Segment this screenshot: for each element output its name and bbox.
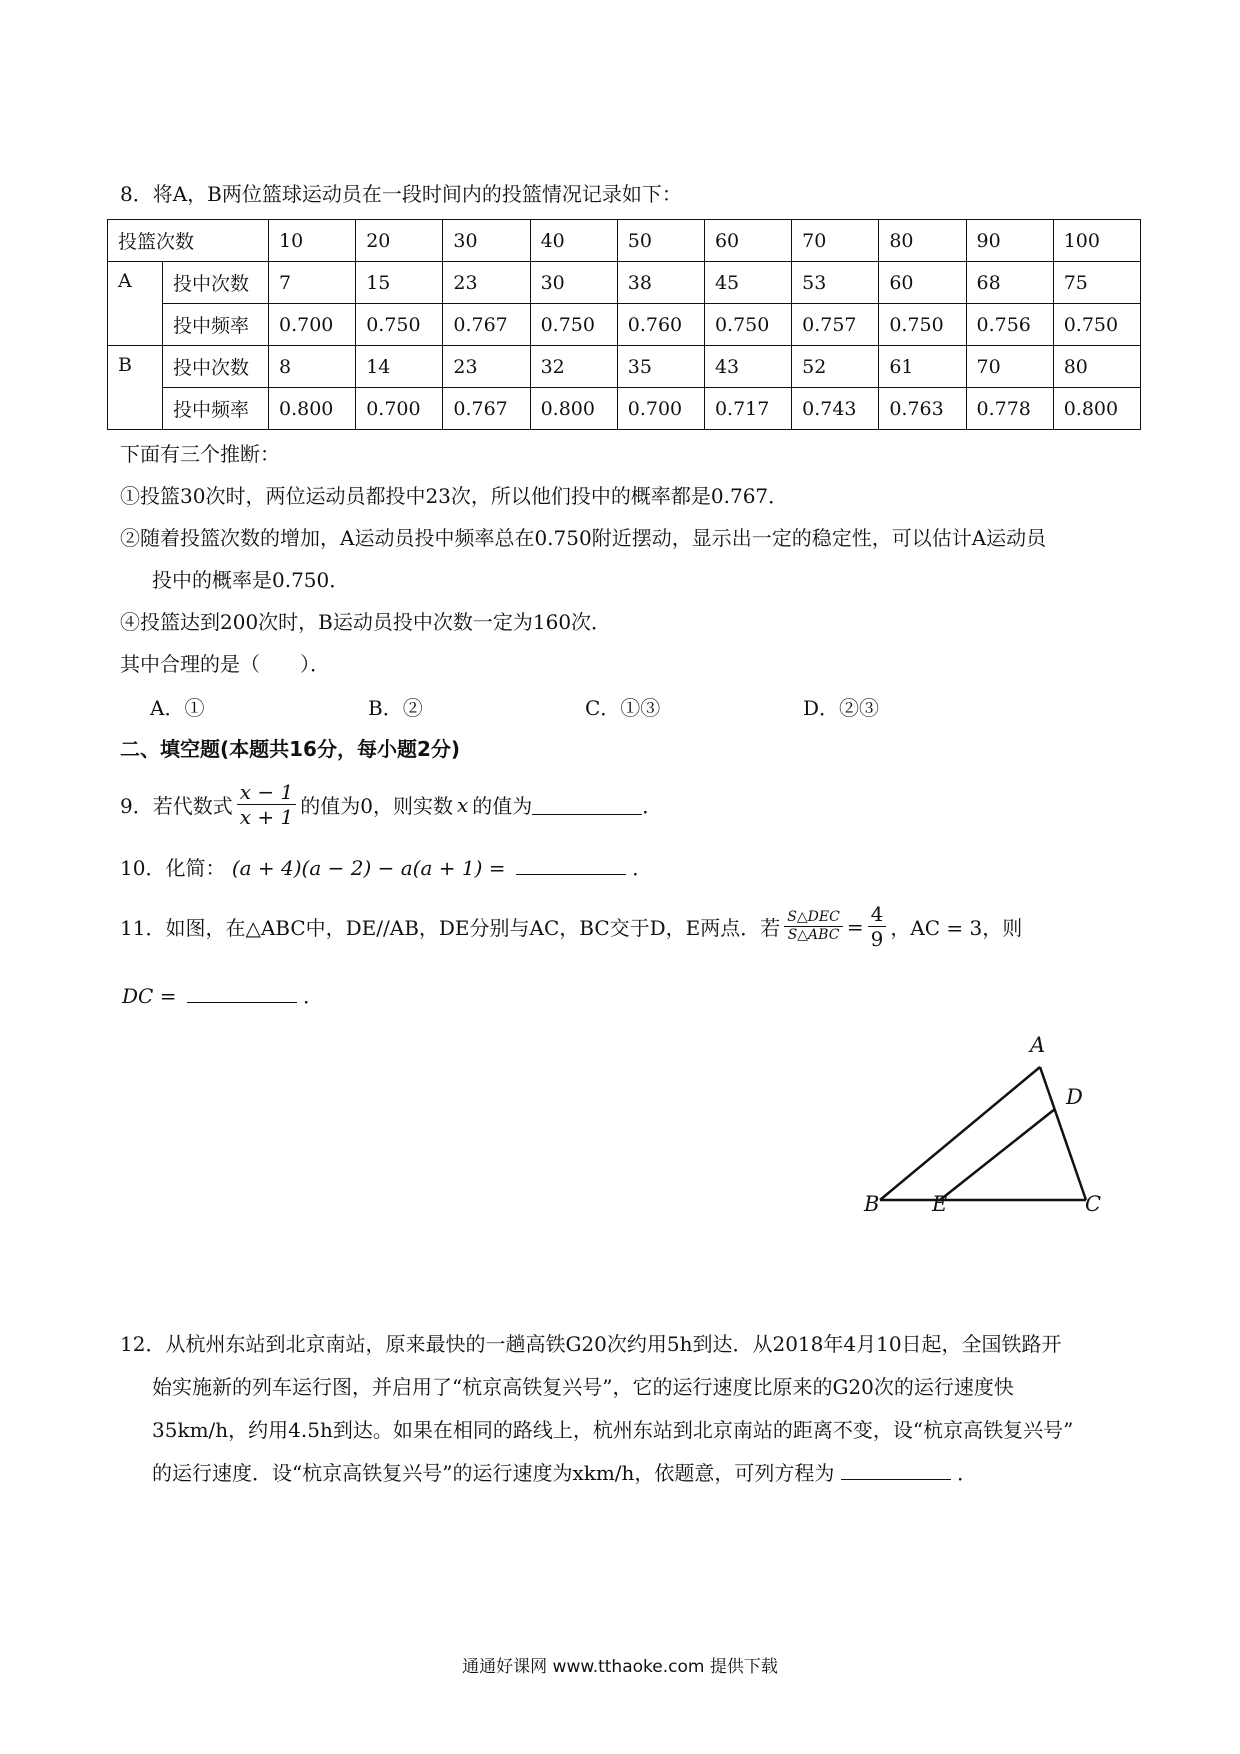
freq-cell: 0.750: [1053, 304, 1140, 346]
freq-cell: 0.763: [879, 388, 966, 430]
q10: [120, 852, 652, 881]
q9: [120, 780, 662, 829]
table-row: [108, 388, 1141, 430]
q11-area-denominator: S△ABC: [787, 927, 840, 943]
freq-cell: 0.760: [617, 304, 704, 346]
q9-var: x: [456, 792, 469, 817]
hits-cell: 8: [269, 346, 356, 388]
choice-a: A．①: [150, 696, 205, 720]
q9-denominator: x + 1: [239, 805, 294, 829]
attempt-cell: 20: [356, 220, 443, 262]
hits-cell: 30: [530, 262, 617, 304]
freq-cell: 0.778: [966, 388, 1053, 430]
q11-pre: 11．如图，在△ABC中，DE//AB，DE分别与AC，BC交于D，E两点．若: [120, 916, 781, 940]
triangle-figure: [850, 1030, 1150, 1230]
footer-note: 通通好课网 www.tthaoke.com 提供下载: [462, 1657, 778, 1677]
q11-end: ．: [303, 984, 324, 1008]
hits-cell: 14: [356, 346, 443, 388]
attempt-cell: 40: [530, 220, 617, 262]
choice-b: B．②: [368, 696, 423, 720]
q12-line1: 12．从杭州东站到北京南站，原来最快的一趟高铁G20次约用5h到达．从2018年4月10日起，全国铁路开: [120, 1332, 1062, 1356]
q8-statement-1: ①投篮30次时，两位运动员都投中23次，所以他们投中的概率都是0.767．: [120, 484, 789, 508]
hits-label-cell: 投中次数: [163, 262, 269, 304]
q10-end: ．: [632, 856, 653, 880]
freq-cell: 0.767: [443, 304, 530, 346]
q11-eq: =: [846, 914, 864, 939]
section-title: 二、填空题(本题共16分，每小题2分): [120, 737, 461, 761]
q10-expr: (a + 4)(a − 2) − a(a + 1) =: [231, 856, 506, 880]
hits-cell: 61: [879, 346, 966, 388]
q9-fraction: [237, 780, 296, 829]
freq-cell: 0.800: [269, 388, 356, 430]
hits-cell: 68: [966, 262, 1053, 304]
q9-numerator: x − 1: [237, 780, 296, 805]
hits-cell: 53: [792, 262, 879, 304]
freq-cell: 0.750: [879, 304, 966, 346]
freq-cell: 0.717: [704, 388, 791, 430]
header-label-cell: 投篮次数: [108, 220, 269, 262]
hits-cell: 35: [617, 346, 704, 388]
q12-answer-blank: [841, 1459, 951, 1480]
q8-statement-2b: 投中的概率是0.750．: [152, 568, 350, 592]
label-e: E: [932, 1192, 948, 1216]
q10-pre: 10．化简：: [120, 856, 226, 880]
freq-cell: 0.700: [269, 304, 356, 346]
hits-cell: 60: [879, 262, 966, 304]
q9-answer-blank: [532, 794, 642, 815]
side-ab: [880, 1067, 1040, 1200]
q11-area-fraction: [784, 909, 843, 944]
q11-ratio-numerator: 4: [868, 902, 887, 927]
freq-label-cell: 投中频率: [163, 388, 269, 430]
hits-cell: 52: [792, 346, 879, 388]
hits-label-cell: 投中次数: [163, 346, 269, 388]
attempt-cell: 50: [617, 220, 704, 262]
q9-pre: 9．若代数式: [120, 794, 233, 818]
freq-cell: 0.756: [966, 304, 1053, 346]
hits-cell: 23: [443, 262, 530, 304]
player-a-cell: A: [108, 262, 163, 346]
attempt-cell: 70: [792, 220, 879, 262]
hits-cell: 45: [704, 262, 791, 304]
freq-cell: 0.757: [792, 304, 879, 346]
label-a: A: [1030, 1033, 1046, 1057]
hits-cell: 32: [530, 346, 617, 388]
freq-cell: 0.700: [356, 388, 443, 430]
label-c: C: [1085, 1192, 1102, 1216]
q12-line4-text: 的运行速度．设“杭京高铁复兴号”的运行速度为xkm/h，依题意，可列方程为: [152, 1461, 835, 1485]
table-row: [108, 220, 1141, 262]
choice-d: D．②③: [803, 696, 880, 720]
q9-end: ．: [642, 794, 663, 818]
table-row: [108, 262, 1141, 304]
q11-ratio-fraction: [868, 902, 887, 951]
q8-statement-2a: ②随着投篮次数的增加，A运动员投中频率总在0.750附近摆动，显示出一定的稳定性，可以估计A运动员: [120, 526, 1047, 550]
q9-mid: 的值为0，则实数: [300, 794, 453, 818]
q12-end: ．: [957, 1461, 978, 1485]
q11-post: ，AC = 3，则: [890, 916, 1023, 940]
hits-cell: 7: [269, 262, 356, 304]
freq-label-cell: 投中频率: [163, 304, 269, 346]
freq-cell: 0.750: [356, 304, 443, 346]
q10-answer-blank: [516, 854, 626, 875]
attempt-cell: 60: [704, 220, 791, 262]
hits-cell: 75: [1053, 262, 1140, 304]
q8-statement-3: ④投篮达到200次时，B运动员投中次数一定为160次．: [120, 610, 612, 634]
player-b-cell: B: [108, 346, 163, 430]
label-b: B: [864, 1192, 880, 1216]
q8-intro: 下面有三个推断：: [120, 442, 280, 466]
freq-cell: 0.743: [792, 388, 879, 430]
hits-cell: 70: [966, 346, 1053, 388]
shot-record-table: [107, 219, 1141, 430]
q9-post: 的值为: [472, 794, 533, 818]
q12-line3: 35km/h，约用4.5h到达。如果在相同的路线上，杭州东站到北京南站的距离不变，设“杭京高铁复兴号”: [152, 1418, 1074, 1442]
q11-dc: DC =: [122, 984, 177, 1008]
q11-line1: [120, 902, 1022, 951]
label-d: D: [1066, 1085, 1083, 1109]
attempt-cell: 30: [443, 220, 530, 262]
freq-cell: 0.800: [530, 388, 617, 430]
hits-cell: 38: [617, 262, 704, 304]
freq-cell: 0.700: [617, 388, 704, 430]
hits-cell: 23: [443, 346, 530, 388]
freq-cell: 0.767: [443, 388, 530, 430]
table-row: [108, 346, 1141, 388]
hits-cell: 43: [704, 346, 791, 388]
hits-cell: 80: [1053, 346, 1140, 388]
attempt-cell: 100: [1053, 220, 1140, 262]
q8-ask: 其中合理的是（ ）．: [120, 652, 330, 676]
q11-line2: [122, 980, 323, 1009]
freq-cell: 0.750: [530, 304, 617, 346]
freq-cell: 0.750: [704, 304, 791, 346]
q12-line2: 始实施新的列车运行图，并启用了“杭京高铁复兴号”，它的运行速度比原来的G20次的运行速度快: [152, 1375, 1014, 1399]
q11-ratio-denominator: 9: [870, 927, 884, 951]
q11-answer-blank: [187, 982, 297, 1003]
attempt-cell: 90: [966, 220, 1053, 262]
q11-area-numerator: S△DEC: [784, 909, 843, 927]
q12-line4: [152, 1459, 977, 1487]
q8-stem: 8．将A，B两位篮球运动员在一段时间内的投篮情况记录如下：: [120, 182, 682, 206]
hits-cell: 15: [356, 262, 443, 304]
attempt-cell: 10: [269, 220, 356, 262]
segment-de: [940, 1109, 1055, 1200]
table-row: [108, 304, 1141, 346]
freq-cell: 0.800: [1053, 388, 1140, 430]
attempt-cell: 80: [879, 220, 966, 262]
choice-c: C．①③: [585, 696, 661, 720]
